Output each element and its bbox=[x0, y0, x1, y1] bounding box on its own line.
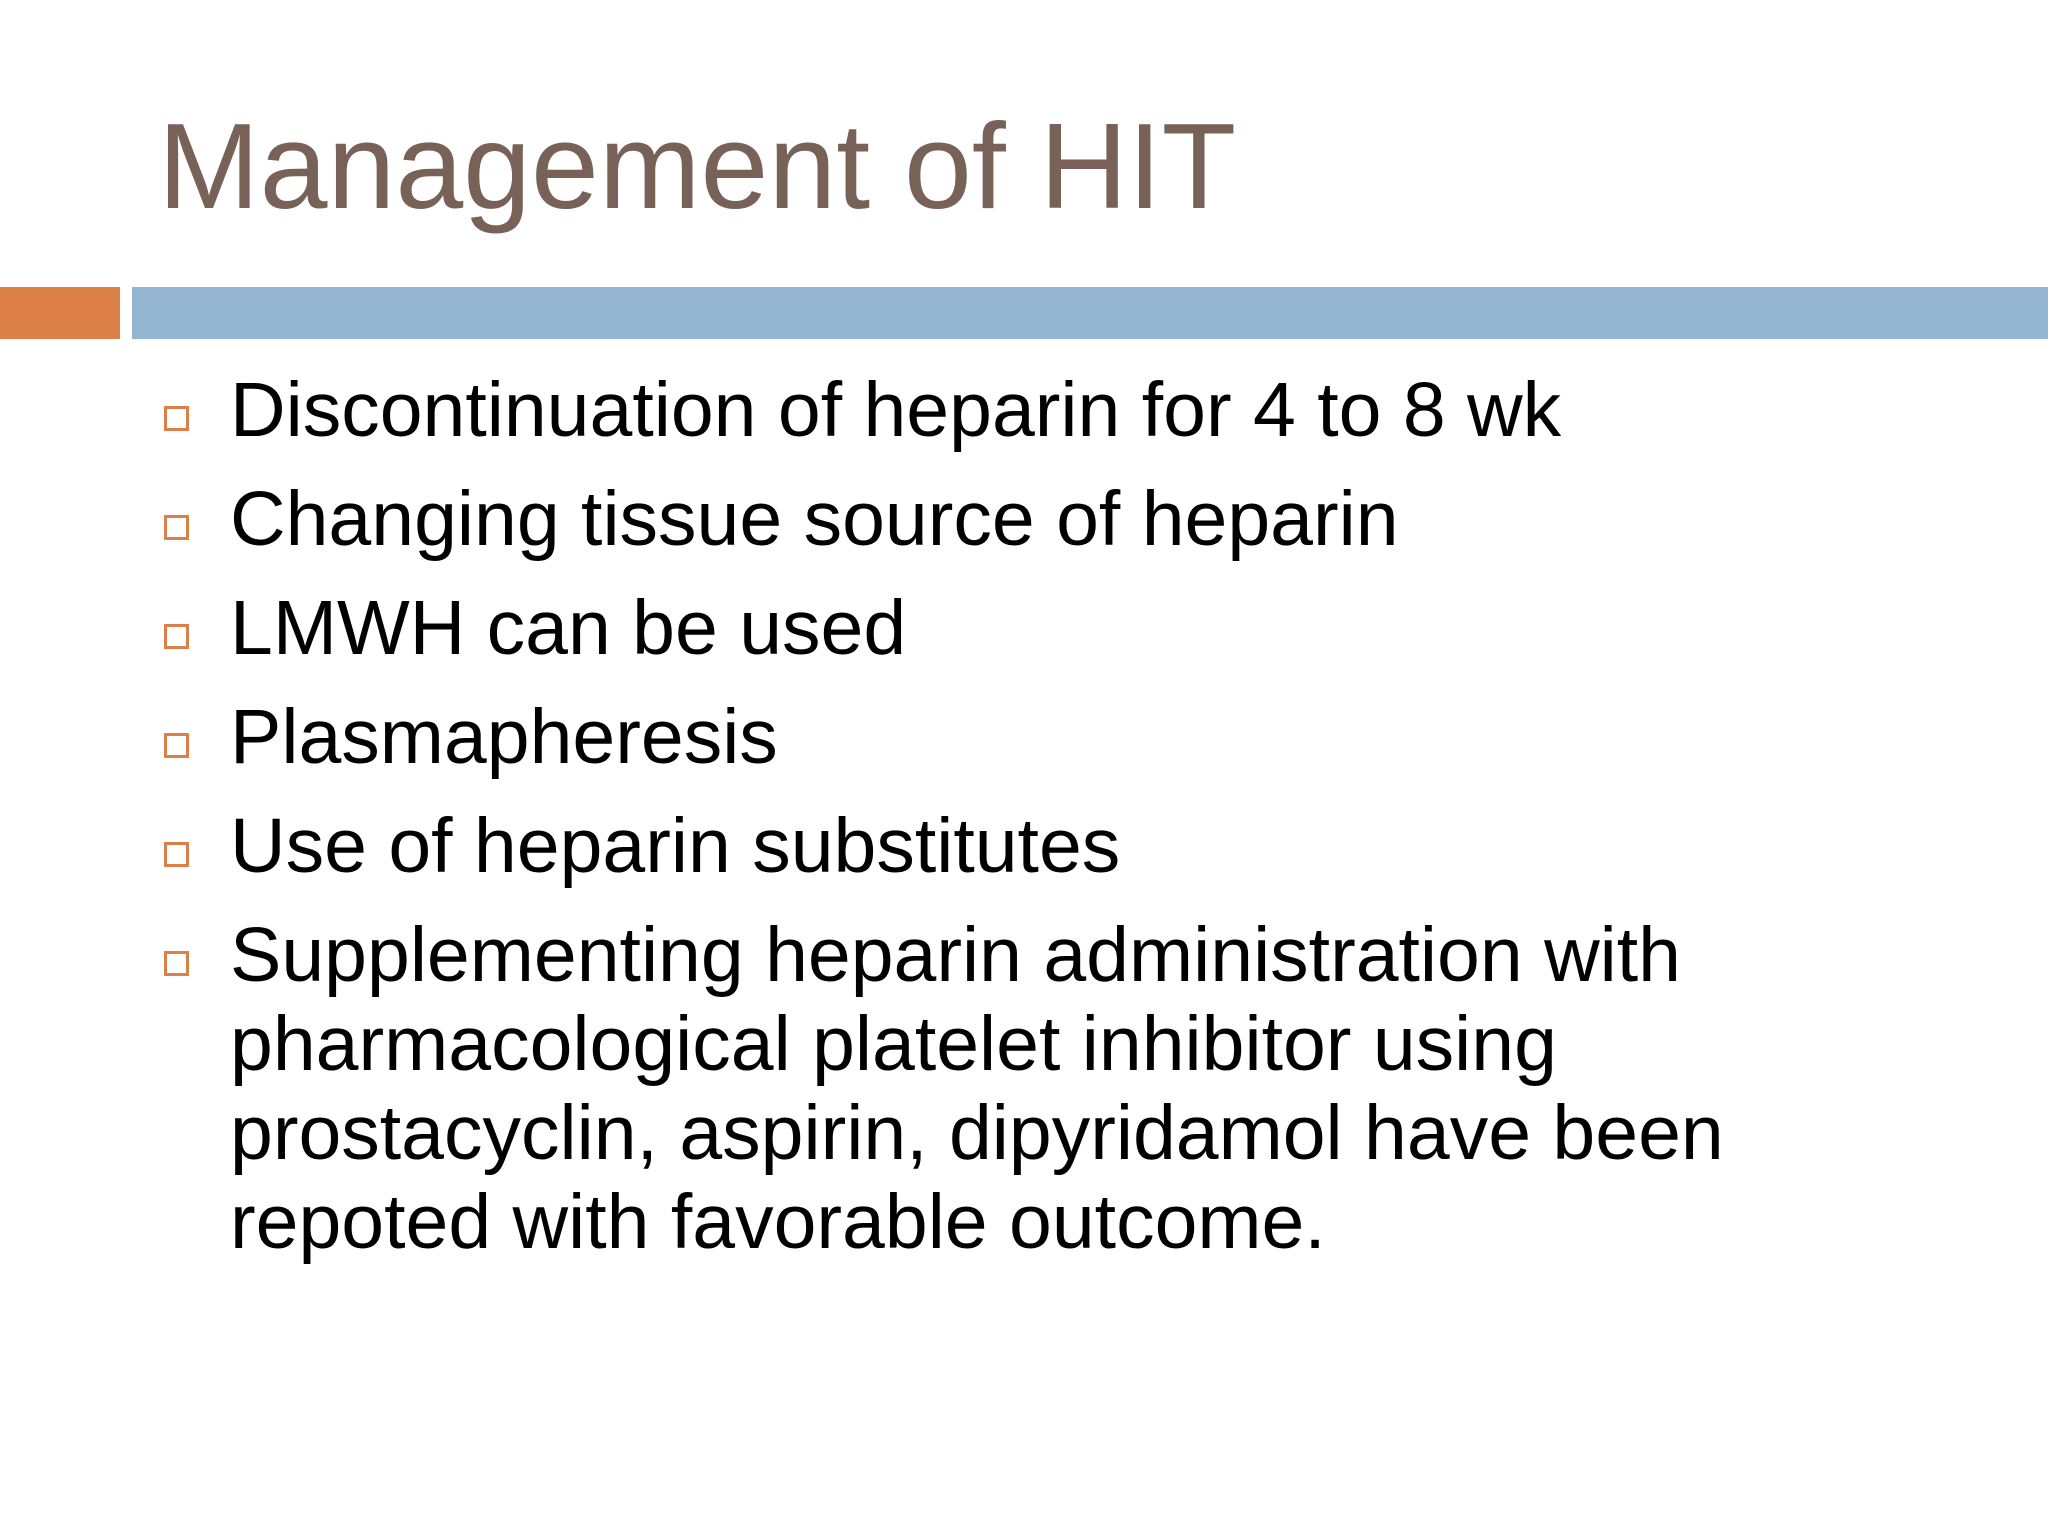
accent-bar-orange bbox=[0, 287, 120, 339]
list-item bbox=[158, 693, 1918, 782]
square-outline-icon bbox=[164, 842, 189, 867]
bullet-text: Plasmapheresis bbox=[230, 694, 778, 780]
square-outline-icon bbox=[164, 406, 189, 431]
list-item bbox=[158, 366, 1918, 455]
square-outline-icon bbox=[164, 733, 189, 758]
bullet-text: Discontinuation of heparin for 4 to 8 wk bbox=[230, 367, 1562, 453]
bullet-text: Use of heparin substitutes bbox=[230, 803, 1121, 889]
bullet-list bbox=[158, 366, 1918, 1287]
square-outline-icon bbox=[164, 951, 189, 976]
square-outline-icon bbox=[164, 624, 189, 649]
bullet-text: Supplementing heparin administration with pharmacological platelet inhibitor using prostacyclin, aspirin, dipyridamol have been repoted with favorable outcome. bbox=[230, 912, 1724, 1265]
list-item bbox=[158, 802, 1918, 891]
accent-bar-blue bbox=[132, 287, 2048, 339]
list-item bbox=[158, 475, 1918, 564]
square-outline-icon bbox=[164, 515, 189, 540]
bullet-text: Changing tissue source of heparin bbox=[230, 476, 1399, 562]
list-item bbox=[158, 911, 1918, 1267]
bullet-text: LMWH can be used bbox=[230, 585, 907, 671]
list-item bbox=[158, 584, 1918, 673]
slide-title: Management of HIT bbox=[158, 98, 1237, 234]
